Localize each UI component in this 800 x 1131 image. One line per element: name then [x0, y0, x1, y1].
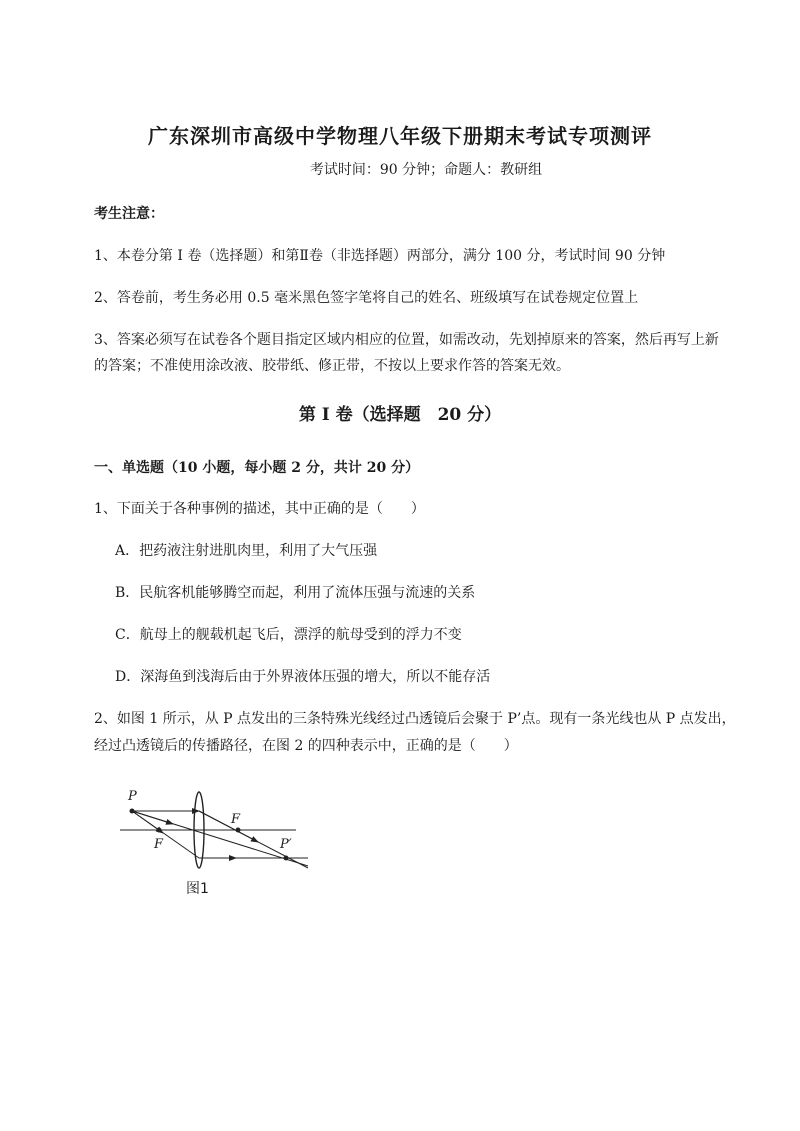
question-2-stem-cont: 经过凸透镜后的传播路径，在图 2 的四种表示中，正确的是（ ） [94, 738, 518, 754]
convex-lens-diagram [118, 788, 318, 878]
label-f-right: F [231, 812, 241, 827]
point-f-left [157, 828, 162, 833]
question-1-stem: 1、下面关于各种事例的描述，其中正确的是（ ） [94, 501, 425, 517]
question-1-option-b: B．民航客机能够腾空而起，利用了流体压强与流速的关系 [115, 585, 476, 601]
section-title: 第 I 卷（选择题 20 分） [298, 405, 502, 425]
ray-center-arrow [132, 811, 173, 824]
question-1-option-d: D．深海鱼到浅海后由于外界液体压强的增大，所以不能存活 [115, 669, 491, 685]
notice-item-3: 3、答案必须写在试卷各个题目指定区域内相应的位置，如需改动，先划掉原来的答案，然后再写上新 [94, 332, 719, 348]
label-p-prime: P′ [280, 837, 292, 852]
notice-item-3-cont: 的答案；不准使用涂改液、胶带纸、修正带，不按以上要求作答的答案无效。 [94, 358, 570, 374]
page-title: 广东深圳市高级中学物理八年级下册期末考试专项测评 [148, 124, 652, 148]
part-heading: 一、单选题（10 小题，每小题 2 分，共计 20 分） [94, 460, 420, 476]
lens-figure [118, 788, 318, 882]
notice-heading: 考生注意： [94, 206, 164, 222]
label-p: P [128, 789, 137, 804]
question-1-option-a: A．把药液注射进肌肉里，利用了大气压强 [115, 543, 378, 559]
notice-item-2: 2、答卷前，考生务必用 0.5 毫米黑色签字笔将自己的姓名、班级填写在试卷规定位置上 [94, 290, 639, 306]
label-f-left: F [154, 837, 164, 852]
figure-caption: 图1 [186, 881, 209, 897]
ray-parallel-out-arrow [199, 811, 258, 842]
point-p [130, 809, 135, 814]
point-f-right [236, 828, 241, 833]
notice-item-1: 1、本卷分第 I 卷（选择题）和第Ⅱ卷（非选择题）两部分，满分 100 分，考试时间 90 分钟 [94, 248, 666, 264]
point-p-prime [284, 856, 289, 861]
question-1-option-c: C．航母上的舰载机起飞后，漂浮的航母受到的浮力不变 [115, 627, 462, 643]
question-2-stem: 2、如图 1 所示，从 P 点发出的三条特殊光线经过凸透镜后会聚于 P’点。现有一条光线也从 P 点发出， [94, 711, 736, 727]
exam-meta: 考试时间：90 分钟；命题人：教研组 [309, 162, 543, 178]
